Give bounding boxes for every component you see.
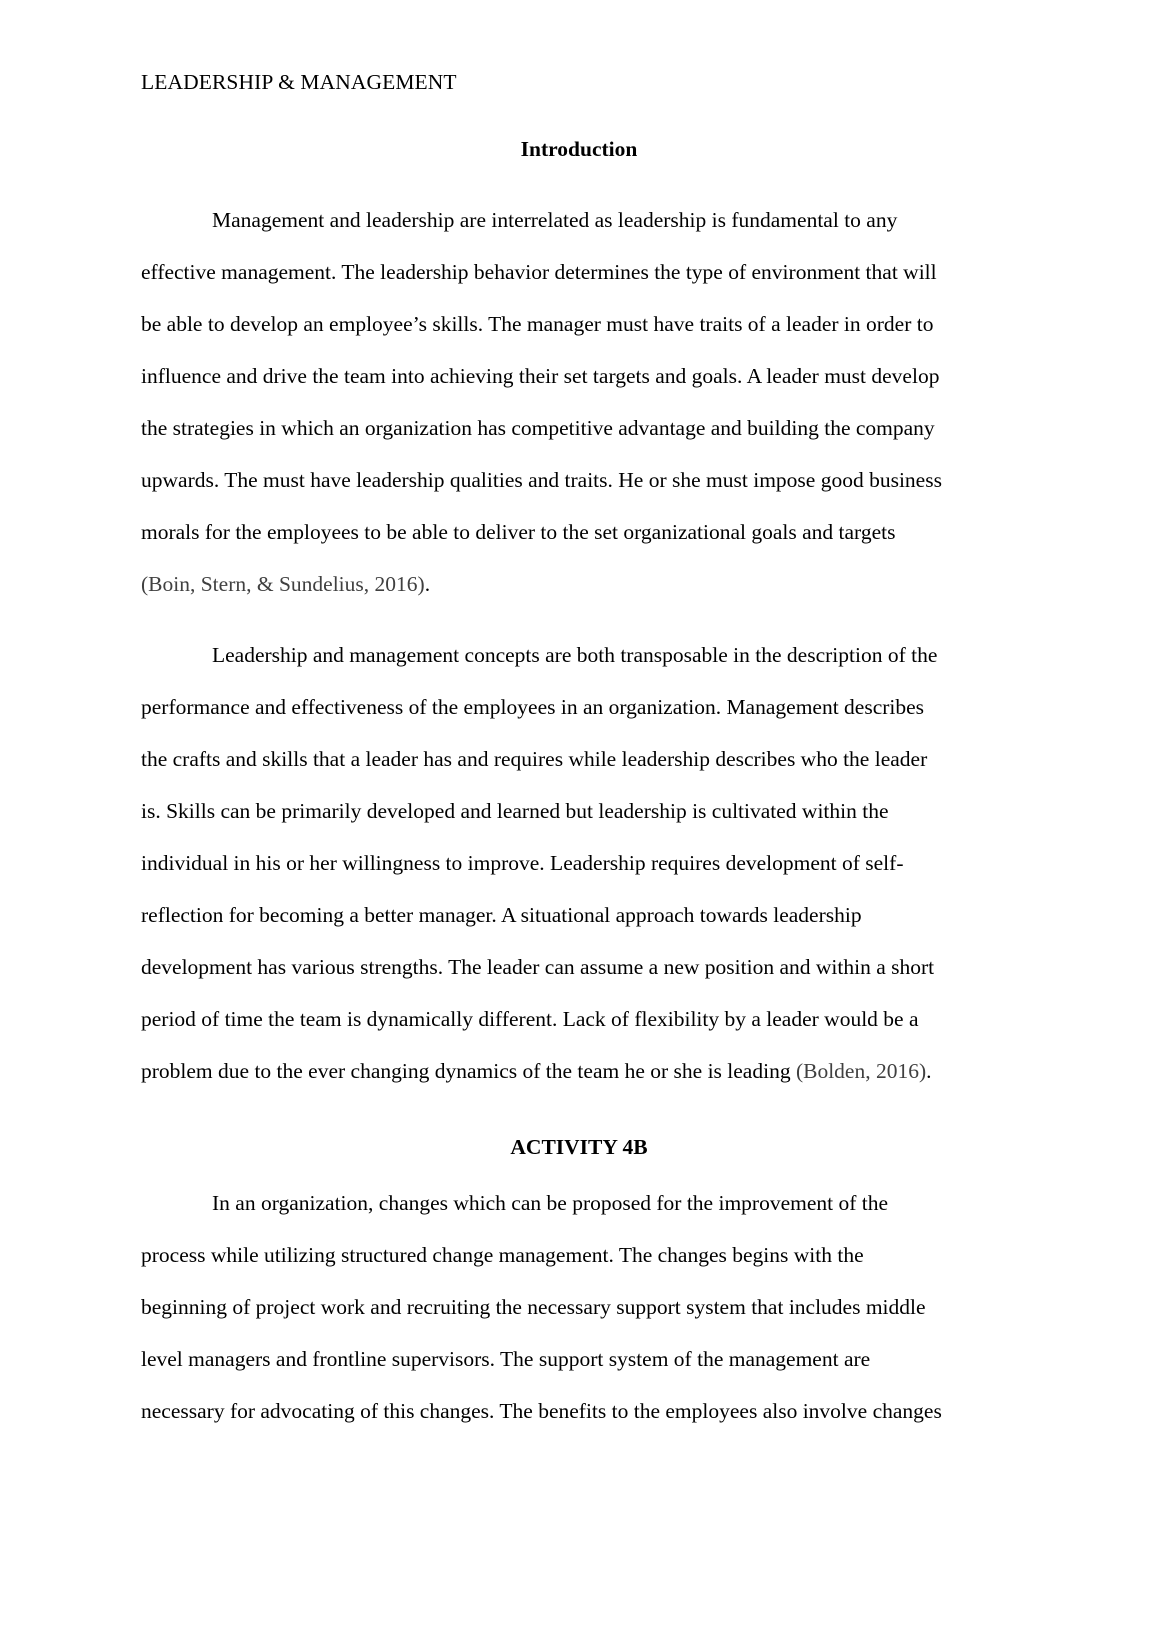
citation: (Bolden, 2016)	[795, 1059, 927, 1083]
text-line: be able to develop an employee’s skills. The manager must have traits of a leader in order to	[141, 312, 934, 336]
text-line: the crafts and skills that a leader has and requires while leadership describes who the leader	[141, 747, 928, 771]
text-line: Leadership and management concepts are both transposable in the description of the	[212, 643, 938, 667]
text-line: is. Skills can be primarily developed and learned but leadership is cultivated within the	[141, 799, 889, 823]
running-head: LEADERSHIP & MANAGEMENT	[141, 70, 457, 94]
section-heading-activity-4b: ACTIVITY 4B	[510, 1135, 648, 1159]
text-line: development has various strengths. The leader can assume a new position and within a short	[141, 955, 935, 979]
end-punctuation: .	[926, 1059, 932, 1083]
text-line: performance and effectiveness of the employees in an organization. Management describes	[141, 695, 925, 719]
text-line: the strategies in which an organization has competitive advantage and building the company	[141, 416, 935, 440]
text-line: morals for the employees to be able to deliver to the set organizational goals and targets	[141, 520, 896, 544]
text-line: effective management. The leadership behavior determines the type of environment that will	[141, 260, 937, 284]
text-line	[141, 574, 430, 596]
text-line: beginning of project work and recruiting the necessary support system that includes middle	[141, 1295, 926, 1319]
text-line: individual in his or her willingness to improve. Leadership requires development of self-	[141, 851, 904, 875]
text-line: influence and drive the team into achieving their set targets and goals. A leader must develop	[141, 364, 940, 388]
end-punctuation: .	[424, 572, 431, 596]
section-heading-introduction: Introduction	[520, 137, 638, 161]
text-line	[141, 1061, 932, 1083]
text-line: necessary for advocating of this changes. The benefits to the employees also involve changes	[141, 1399, 942, 1423]
text-line-body: problem due to the ever changing dynamics of the team he or she is leading	[141, 1059, 796, 1083]
text-line: level managers and frontline supervisors. The support system of the management are	[141, 1347, 871, 1371]
text-line: In an organization, changes which can be proposed for the improvement of the	[212, 1191, 889, 1215]
text-line: upwards. The must have leadership qualities and traits. He or she must impose good business	[141, 468, 942, 492]
text-line: reflection for becoming a better manager. A situational approach towards leadership	[141, 903, 862, 927]
text-line: period of time the team is dynamically different. Lack of flexibility by a leader would be a	[141, 1007, 919, 1031]
text-line: process while utilizing structured change management. The changes begins with the	[141, 1243, 864, 1267]
citation: (Boin, Stern, & Sundelius, 2016)	[141, 572, 425, 596]
text-line: Management and leadership are interrelated as leadership is fundamental to any	[212, 208, 898, 232]
